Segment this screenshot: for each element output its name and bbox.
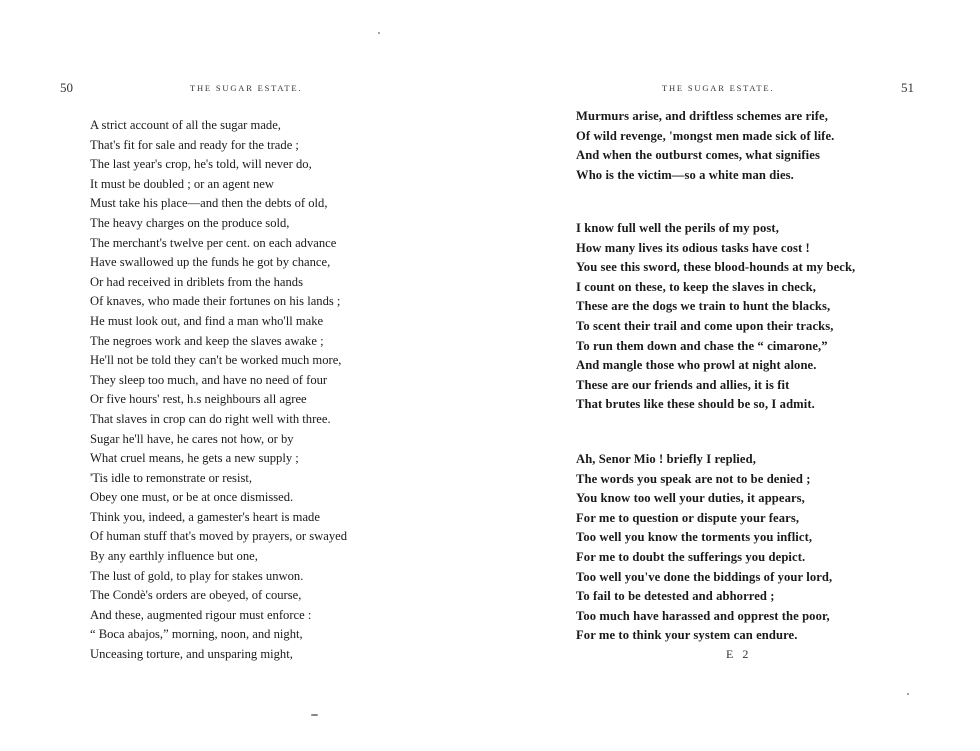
poem-line: That brutes like these should be so, I admit. [576,397,815,412]
page-number-right: 51 [901,80,914,95]
poem-line: I know full well the perils of my post, [576,221,779,235]
poem-line: By any earthly influence but one, [90,549,258,564]
stanza-3 [576,450,832,646]
poem-line: Must take his place—and then the debts of old, [90,196,328,211]
poem-line: Ah, Senor Mio ! briefly I replied, [576,452,756,466]
stanza-1 [576,107,834,185]
poem-line: The Condè's orders are obeyed, of course, [90,588,302,603]
poem-line: I count on these, to keep the slaves in check, [576,279,817,294]
poem-line: The words you speak are not to be denied ; [576,471,811,486]
poem-line: To run them down and chase the “ cimarone,” [576,338,828,353]
poem-line: Of knaves, who made their fortunes on his lands ; [90,294,341,309]
poem-line: The last year's crop, he's told, will never do, [90,157,312,172]
poem-line: Think you, indeed, a gamester's heart is made [90,509,320,524]
poem-line: A strict account of all the sugar made, [90,118,281,132]
poem-line: Or had received in driblets from the hands [90,274,303,289]
poem-line: He must look out, and find a man who'll make [90,313,324,328]
signature-mark: E 2 [726,647,752,661]
poem-line: To scent their trail and come upon their tracks, [576,318,834,333]
poem-line: Of wild revenge, 'mongst men made sick of life. [576,128,835,143]
poem-line: You know too well your duties, it appears, [576,491,805,506]
poem-line: The heavy charges on the produce sold, [90,215,290,230]
poem-line: 'Tis idle to remonstrate or resist, [90,470,253,485]
poem-line: And these, augmented rigour must enforce : [90,607,312,622]
poem-text-left [90,116,347,665]
poem-line: They sleep too much, and have no need of four [90,372,328,387]
poem-line: Of human stuff that's moved by prayers, or swayed [90,529,348,544]
poem-line: That's fit for sale and ready for the trade ; [90,137,299,152]
poem-line: Have swallowed up the funds he got by chance, [90,255,331,270]
poem-line: You see this sword, these blood-hounds at my beck, [576,260,856,275]
poem-line: Obey one must, or be at once dismissed. [90,490,294,505]
poem-line: What cruel means, he gets a new supply ; [90,451,299,466]
poem-line: That slaves in crop can do right well with three. [90,411,331,426]
poem-line: The negroes work and keep the slaves awake ; [90,333,324,348]
poem-line: For me to doubt the sufferings you depict. [576,549,806,564]
poem-line: For me to question or dispute your fears, [576,510,800,525]
poem-line: These are the dogs we train to hunt the blacks, [576,299,831,314]
poem-line: These are our friends and allies, it is fit [576,377,790,392]
poem-line: And mangle those who prowl at night alone. [576,358,817,373]
print-speck [378,32,380,34]
print-speck [907,693,909,695]
page-number-left: 50 [60,80,73,95]
poem-line: He'll not be told they can't be worked much more, [90,353,342,368]
poem-line: Who is the victim—so a white man dies. [576,167,794,182]
poem-line: To fail to be detested and abhorred ; [576,589,775,604]
poem-line: Or five hours' rest, h.s neighbours all agree [90,392,307,407]
poem-line: “ Boca abajos,” morning, noon, and night, [90,627,303,642]
poem-line: For me to think your system can endure. [576,628,798,643]
poem-line: Unceasing torture, and unsparing might, [90,647,293,662]
poem-line: Too much have harassed and opprest the poor, [576,608,830,623]
print-speck [311,714,318,716]
stanza-2 [576,219,855,415]
poem-line: Too well you know the torments you inflict, [576,530,813,545]
poem-line: How many lives its odious tasks have cost ! [576,240,810,255]
poem-line: It must be doubled ; or an agent new [90,176,274,191]
poem-line: The merchant's twelve per cent. on each advance [90,235,337,250]
poem-line: And when the outburst comes, what signifies [576,148,820,163]
poem-line: Murmurs arise, and driftless schemes are rife, [576,109,828,123]
poem-line: Sugar he'll have, he cares not how, or by [90,431,294,446]
poem-line: Too well you've done the biddings of your lord, [576,569,833,584]
poem-line: The lust of gold, to play for stakes unwon. [90,568,304,583]
running-head-left: THE SUGAR ESTATE. [190,83,303,93]
running-head-right: THE SUGAR ESTATE. [662,83,775,93]
right-page [490,0,980,751]
